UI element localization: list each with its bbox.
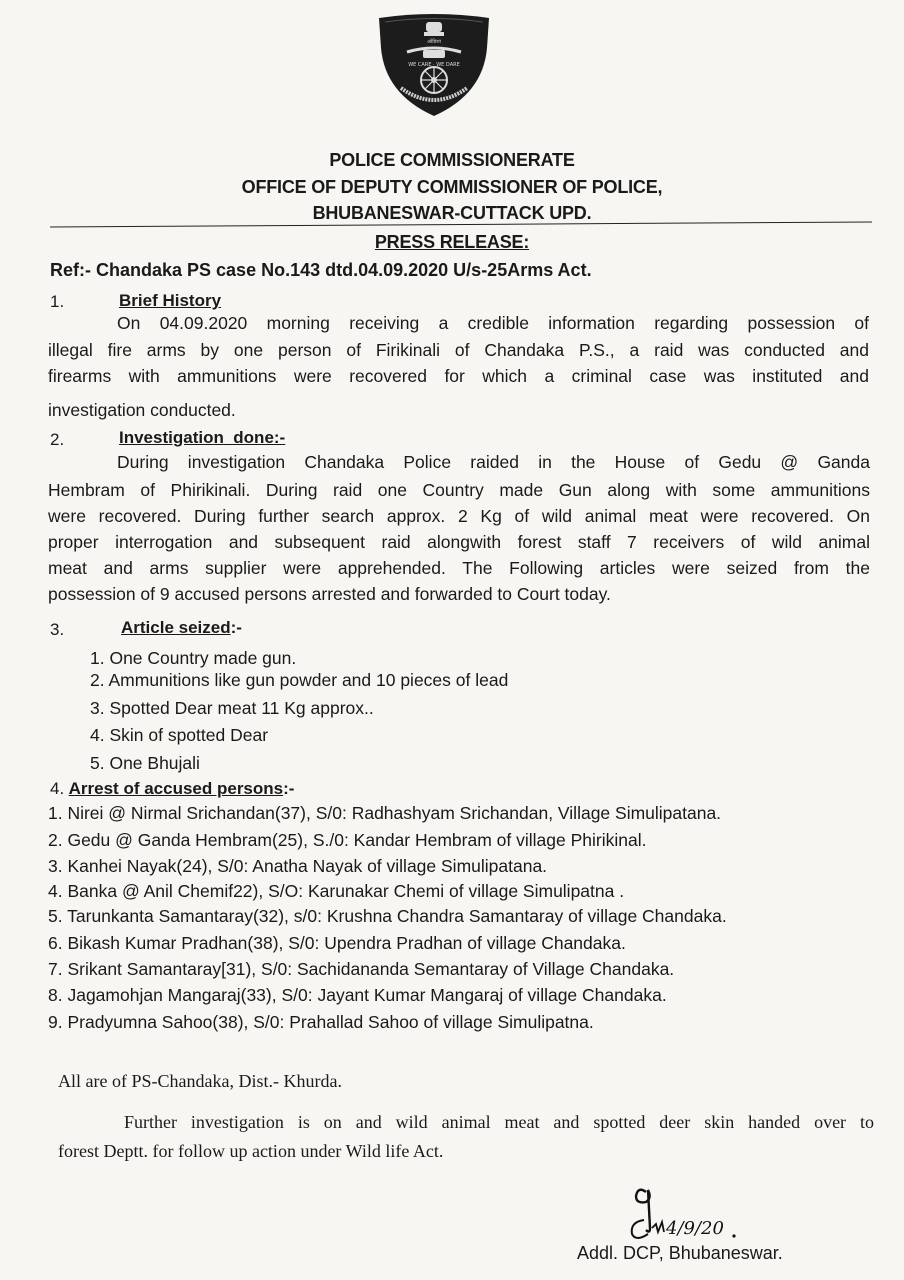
signatory-designation: Addl. DCP, Bhubaneswar.	[577, 1243, 783, 1263]
section-2-number: 2.	[50, 430, 65, 449]
section-1-line: investigation conducted.	[48, 400, 236, 420]
section-3-heading	[121, 618, 242, 638]
accused-person: 1. Nirei @ Nirmal Srichandan(37), S/0: Radhashyam Srichandan, Village Simulipatana.	[48, 803, 722, 823]
signature-icon	[628, 1184, 778, 1244]
section-3-heading-text: Article seized	[121, 618, 231, 637]
seized-item: 1. One Country made gun.	[90, 648, 297, 668]
section-4-heading-text: Arrest of accused persons	[68, 779, 284, 798]
signature-date: 4/9/20	[666, 1218, 724, 1239]
section-2-line: were recovered. During further search approx. 2 Kg of wild animal meat were recovered. On	[48, 506, 870, 526]
section-2-line: proper interrogation and subsequent raid alongwith forest staff 7 receivers of wild animal	[48, 532, 870, 552]
section-2-line: During investigation Chandaka Police raided in the House of Gedu @ Ganda	[117, 452, 870, 472]
accused-person: 5. Tarunkanta Samantaray(32), s/0: Krushna Chandra Samantaray of village Chandaka.	[48, 906, 727, 926]
accused-person: 9. Pradyumna Sahoo(38), S/0: Prahallad Sahoo of village Simulipatna.	[48, 1012, 594, 1032]
page-title: PRESS RELEASE:	[374, 232, 530, 252]
section-2-line: Hembram of Phirikinali. During raid one Country made Gun along with some ammunitions	[48, 480, 870, 500]
accused-person: 3. Kanhei Nayak(24), S/0: Anatha Nayak of village Simulipatana.	[48, 856, 548, 876]
section-1-line: On 04.09.2020 morning receiving a credible information regarding possession of	[117, 313, 869, 333]
accused-person: 4. Banka @ Anil Chemif22), S/O: Karunakar Chemi of village Simulipatna .	[48, 881, 625, 901]
accused-person: 7. Srikant Samantaray[31), S/0: Sachidananda Semantaray of Village Chandaka.	[48, 959, 675, 979]
svg-text:ओडिशा: ओडिशा	[427, 39, 441, 45]
section-4-heading	[50, 779, 294, 799]
further-investigation-line: Further investigation is on and wild animal meat and spotted deer skin handed over to	[124, 1112, 874, 1132]
seized-item: 4. Skin of spotted Dear	[90, 725, 269, 745]
header-line-2: OFFICE OF DEPUTY COMMISSIONER OF POLICE,	[241, 177, 663, 197]
section-1-line: firearms with ammunitions were recovered for which a criminal case was instituted and	[48, 366, 869, 386]
section-3-number: 3.	[50, 620, 65, 639]
section-4-number: 4.	[50, 779, 65, 798]
case-reference: Ref:- Chandaka PS case No.143 dtd.04.09.2020 U/s-25Arms Act.	[50, 260, 592, 280]
seized-item: 5. One Bhujali	[90, 753, 200, 773]
police-emblem-icon	[371, 8, 497, 120]
seized-item: 3. Spotted Dear meat 11 Kg approx..	[90, 698, 374, 718]
section-1-heading: Brief History	[119, 291, 222, 310]
seized-item: 2. Ammunitions like gun powder and 10 pieces of lead	[90, 670, 509, 690]
accused-person: 6. Bikash Kumar Pradhan(38), S/0: Upendra Pradhan of village Chandaka.	[48, 933, 626, 953]
header-line-1: POLICE COMMISSIONERATE	[329, 150, 575, 170]
section-3-heading-suffix: :-	[230, 618, 242, 637]
accused-person: 8. Jagamohjan Mangaraj(33), S/0: Jayant Kumar Mangaraj of village Chandaka.	[48, 985, 667, 1005]
jurisdiction-note: All are of PS-Chandaka, Dist.- Khurda.	[58, 1071, 342, 1091]
further-investigation-line: forest Deptt. for follow up action under Wild life Act.	[58, 1141, 444, 1161]
section-2-line: possession of 9 accused persons arrested and forwarded to Court today.	[48, 584, 611, 604]
accused-person: 2. Gedu @ Ganda Hembram(25), S./0: Kandar Hembram of village Phirikinal.	[48, 830, 647, 850]
header-line-3: BHUBANESWAR-CUTTACK UPD.	[312, 203, 592, 223]
section-4-heading-suffix: :-	[283, 779, 295, 798]
section-1-number: 1.	[50, 292, 65, 311]
section-1-line: illegal fire arms by one person of Firikinali of Chandaka P.S., a raid was conducted and	[48, 340, 869, 360]
emblem-motto: WE CARE · WE DARE	[408, 62, 460, 68]
section-2-heading: Investigation done:-	[119, 428, 286, 447]
section-2-line: meat and arms supplier were apprehended. The Following articles were seized from the	[48, 558, 870, 578]
